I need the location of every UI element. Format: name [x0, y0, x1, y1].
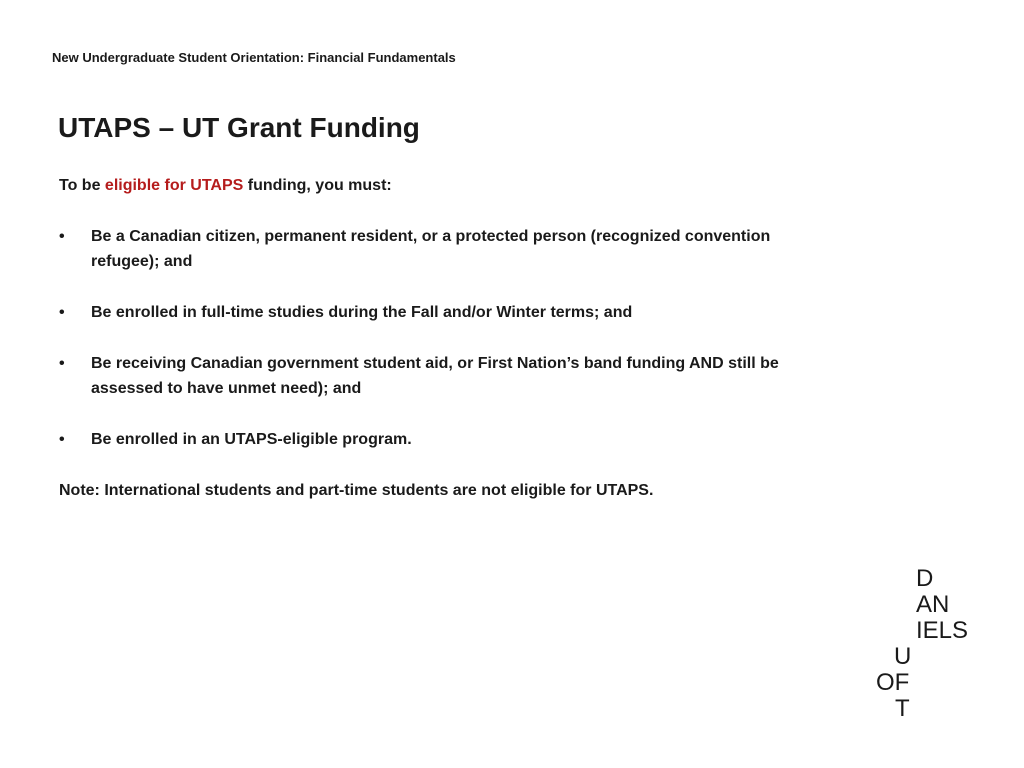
list-item — [59, 224, 791, 274]
logo-line: AN — [916, 591, 950, 618]
requirement-text: Be receiving Canadian government student aid, or First Nation’s band funding AND still be assessed to have unmet need); and — [91, 355, 779, 397]
daniels-uoft-logo — [872, 566, 992, 726]
list-item — [59, 351, 791, 401]
list-item — [59, 427, 791, 452]
list-item — [59, 300, 791, 325]
note-text: Note: International students and part-time students are not eligible for UTAPS. — [59, 482, 654, 499]
header-title: New Undergraduate Student Orientation: Financial Fundamentals — [52, 50, 456, 65]
logo-line: T — [895, 695, 910, 722]
content-body — [59, 173, 819, 503]
logo-line: OF — [876, 669, 910, 696]
bullet-icon: • — [59, 228, 65, 245]
logo-line: U — [894, 643, 912, 670]
requirement-text: Be enrolled in full-time studies during the Fall and/or Winter terms; and — [91, 304, 633, 321]
intro-prefix: To be — [59, 177, 105, 194]
logo-line: D — [916, 565, 934, 592]
requirement-text: Be enrolled in an UTAPS-eligible program. — [91, 431, 412, 448]
bullet-icon: • — [59, 355, 65, 372]
bullet-icon: • — [59, 431, 65, 448]
page-title: UTAPS – UT Grant Funding — [58, 112, 420, 143]
logo-line: IELS — [916, 617, 969, 644]
requirements-list — [59, 224, 819, 452]
bullet-icon: • — [59, 304, 65, 321]
intro-highlight: eligible for UTAPS — [104, 177, 244, 194]
intro-text — [59, 173, 819, 198]
requirement-text: Be a Canadian citizen, permanent resident, or a protected person (recognized convention refugee); and — [91, 228, 771, 270]
intro-suffix: funding, you must: — [243, 177, 392, 194]
